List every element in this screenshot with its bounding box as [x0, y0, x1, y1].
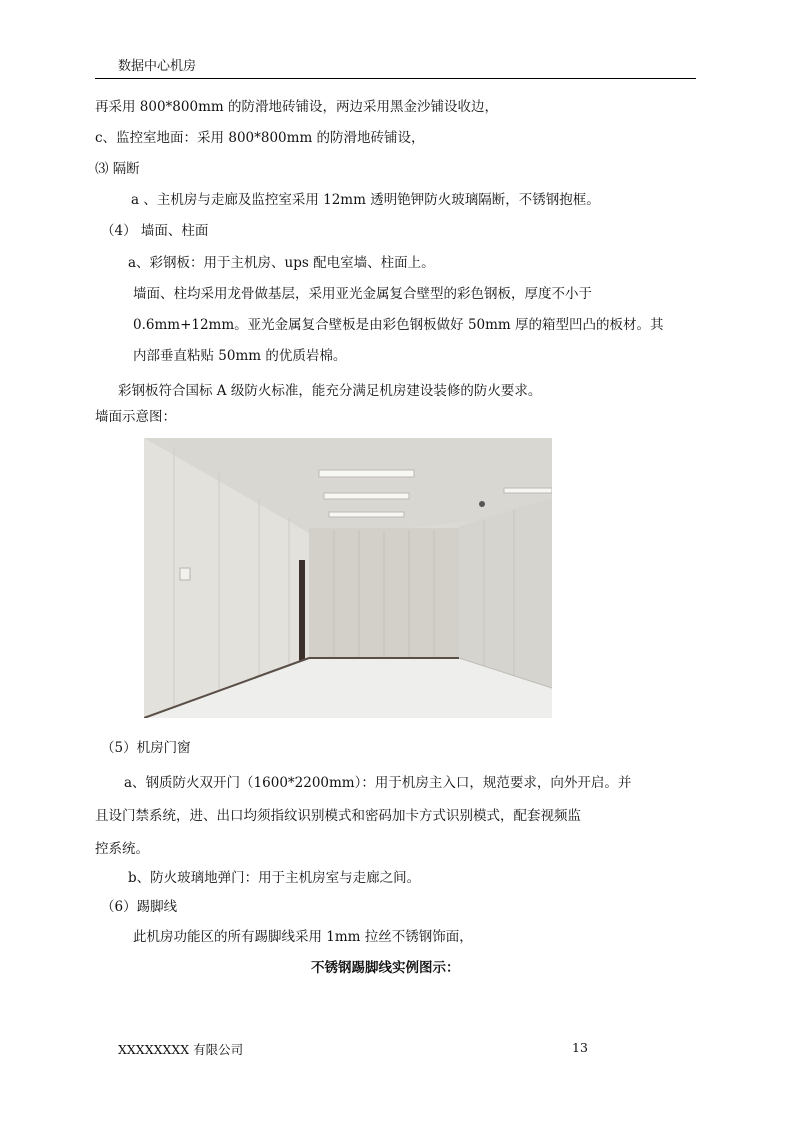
section-heading: （6）踢脚线	[101, 899, 178, 915]
text-line: 且设门禁系统，进、出口均须指纹识别模式和密码加卡方式识别模式，配套视频监	[95, 808, 581, 824]
text-line: a、钢质防火双开门（1600*2200mm）：用于机房主入口，规范要求，向外开启。并	[124, 775, 632, 791]
footer-company: XXXXXXXX 有限公司	[118, 1042, 244, 1057]
text-line: 内部垂直粘贴 50mm 的优质岩棉。	[133, 348, 347, 364]
caption: 墙面示意图：	[95, 409, 176, 425]
text-line: 墙面、柱均采用龙骨做基层，采用亚光金属复合壁型的彩色钢板，厚度不小于	[133, 286, 592, 302]
text-line: 此机房功能区的所有踢脚线采用 1mm 拉丝不锈钢饰面，	[133, 929, 473, 945]
header-rule	[95, 78, 696, 79]
header-title: 数据中心机房	[118, 59, 197, 74]
text-line: a 、主机房与走廊及监控室采用 12mm 透明铯钾防火玻璃隔断，不锈钢抱框。	[131, 192, 600, 208]
text-line: 再采用 800*800mm 的防滑地砖铺设，两边采用黑金沙铺设收边，	[95, 99, 498, 115]
text-line: 彩钢板符合国标 A 级防火标准，能充分满足机房建设装修的防火要求。	[118, 383, 542, 399]
text-line: 控系统。	[95, 841, 149, 857]
section-heading: （5）机房门窗	[101, 740, 191, 756]
section-heading: ⑶ 隔断	[95, 161, 140, 177]
figure-caption: 不锈钢踢脚线实例图示：	[311, 960, 460, 976]
text-line: b、防火玻璃地弹门：用于主机房室与走廊之间。	[128, 870, 421, 886]
text-line: c、监控室地面：采用 800*800mm 的防滑地砖铺设，	[95, 130, 425, 146]
section-heading: （4） 墙面、柱面	[101, 223, 209, 239]
page-number: 13	[572, 1040, 588, 1055]
text-line: a、彩钢板：用于主机房、ups 配电室墙、柱面上。	[128, 255, 435, 271]
wall-illustration-photo	[144, 438, 552, 718]
text-line: 0.6mm+12mm。亚光金属复合壁板是由彩色钢板做好 50mm 厚的箱型凹凸的板材。其	[133, 317, 664, 333]
